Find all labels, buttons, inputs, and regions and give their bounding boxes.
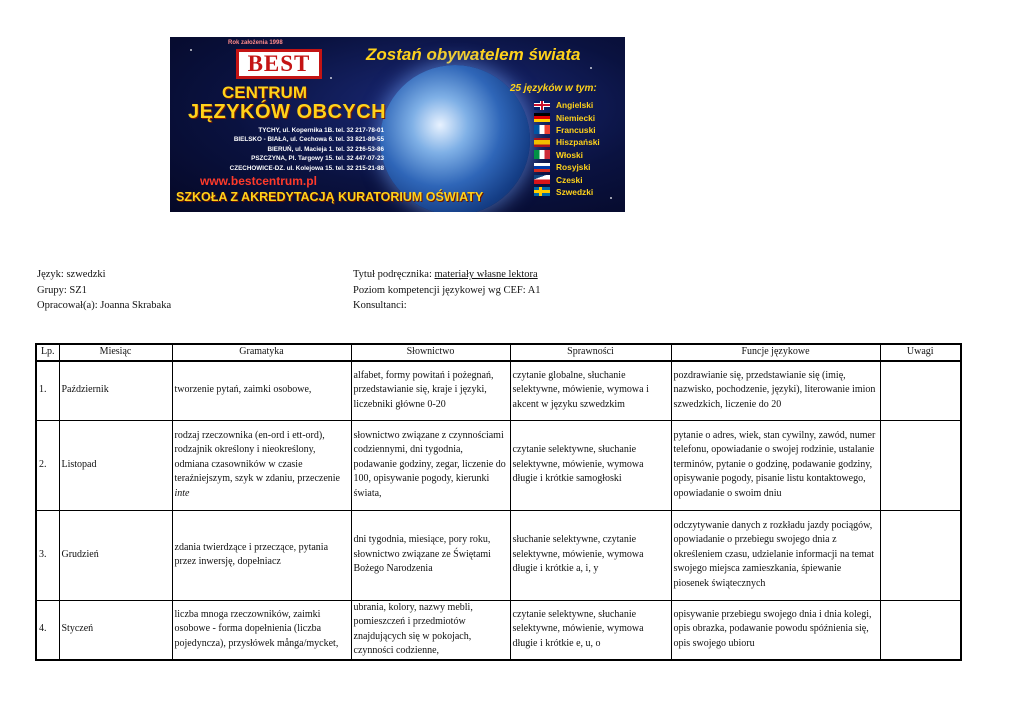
grammar-text: rodzaj rzeczownika (en-ord i ett-ord), rodzajnik określony i nieokreślony, odmiana czasowników w czasie teraźniejszym, szyk w zdaniu, przeczenie bbox=[174, 429, 340, 485]
cell-month: Grudzień bbox=[59, 510, 172, 600]
language-name: Czeski bbox=[556, 174, 583, 185]
languages-list bbox=[534, 99, 600, 198]
language-item bbox=[534, 149, 600, 161]
language-item bbox=[534, 136, 600, 148]
cell-notes bbox=[880, 420, 961, 510]
language-name: Francuski bbox=[556, 124, 596, 135]
author-line bbox=[37, 298, 171, 314]
banner-address: TYCHY, ul. Kopernika 1B. tel. 32 217-78-01 bbox=[258, 127, 384, 134]
cell-vocabulary: słownictwo związane z czynnościami codziennymi, dni tygodnia, podawanie godziny, zegar, liczenie do 100, opisywanie pogody, kierunki świata, bbox=[351, 420, 510, 510]
header-functions: Funcje językowe bbox=[671, 344, 880, 361]
language-name: Niemiecki bbox=[556, 112, 596, 123]
textbook-line bbox=[353, 267, 541, 283]
table-header-row bbox=[36, 344, 961, 361]
cell-skills: słuchanie selektywne, czytanie selektywne, mówienie, wymowa długie i krótkie a, i, y bbox=[510, 510, 671, 600]
cell-notes bbox=[880, 600, 961, 660]
groups-label: Grupy: bbox=[37, 284, 67, 296]
header-notes: Uwagi bbox=[880, 344, 961, 361]
cell-grammar: tworzenie pytań, zaimki osobowe, bbox=[172, 361, 351, 421]
course-info-left bbox=[37, 267, 171, 314]
language-item bbox=[534, 124, 600, 136]
header-skills: Sprawności bbox=[510, 344, 671, 361]
header-vocabulary: Słownictwo bbox=[351, 344, 510, 361]
language-name: Hiszpański bbox=[556, 137, 600, 148]
language-line bbox=[37, 267, 171, 283]
language-item bbox=[534, 173, 600, 185]
textbook-value: materiały własne lektora bbox=[434, 269, 538, 280]
banner-founded-text: Rok założenia 1998 bbox=[228, 40, 283, 46]
language-item bbox=[534, 186, 600, 198]
header-month: Miesiąc bbox=[59, 344, 172, 361]
banner-address: BIERUŃ, ul. Macieja 1. tel. 32 216-53-86 bbox=[267, 145, 384, 153]
textbook-label: Tytuł podręcznika: bbox=[353, 269, 432, 280]
banner-accreditation: SZKOŁA Z AKREDYTACJĄ KURATORIUM OŚWIATY bbox=[176, 190, 484, 204]
banner-address: PSZCZYNA, Pl. Targowy 15. tel. 32 447-07-23 bbox=[251, 155, 384, 163]
language-name: Rosyjski bbox=[556, 162, 591, 173]
language-label: Język: bbox=[37, 269, 64, 280]
table-row bbox=[36, 600, 961, 660]
banner-title-line1: CENTRUM bbox=[222, 83, 307, 102]
cell-grammar bbox=[172, 420, 351, 510]
language-item bbox=[534, 161, 600, 173]
cell-month: Styczeń bbox=[59, 600, 172, 660]
cz-flag-icon bbox=[534, 175, 550, 184]
banner-website: www.bestcentrum.pl bbox=[200, 174, 317, 188]
banner-slogan: Zostań obywatelem świata bbox=[366, 45, 581, 64]
cell-notes bbox=[880, 510, 961, 600]
curriculum-table bbox=[35, 343, 962, 661]
uk-flag-icon bbox=[534, 101, 550, 110]
grammar-emphasis: inte bbox=[174, 487, 190, 499]
cell-grammar: liczba mnoga rzeczowników, zaimki osobowe - forma dopełnienia (liczba pojedyncza), przysłówek många/mycket, bbox=[172, 600, 351, 660]
header-lp: Lp. bbox=[36, 344, 59, 361]
cell-notes bbox=[880, 361, 961, 421]
banner-addresses bbox=[174, 126, 384, 173]
it-flag-icon bbox=[534, 150, 550, 159]
cell-functions: odczytywanie danych z rozkładu jazdy pociągów, opowiadanie o przebiegu swojego dnia z określeniem czasu, udzielanie informacji na temat swojego miejsca zamieszkania, śpiewanie piosenek świątecznych bbox=[671, 510, 880, 600]
es-flag-icon bbox=[534, 138, 550, 147]
cell-skills: czytanie selektywne, słuchanie selektywne, mówienie, wymowa długie i krótkie e, u, o bbox=[510, 600, 671, 660]
groups-value: SZ1 bbox=[69, 284, 87, 296]
header-grammar: Gramatyka bbox=[172, 344, 351, 361]
ru-flag-icon bbox=[534, 163, 550, 172]
language-name: Angielski bbox=[556, 100, 594, 111]
language-item bbox=[534, 99, 600, 111]
cell-month: Listopad bbox=[59, 420, 172, 510]
consultants-label: Konsultanci: bbox=[353, 300, 407, 311]
cell-vocabulary: dni tygodnia, miesiące, pory roku, słownictwo związane ze Świętami Bożego Narodzenia bbox=[351, 510, 510, 600]
banner-address: CZECHOWICE-DZ. ul. Kolejowa 15. tel. 32 215-21-88 bbox=[229, 164, 384, 172]
cef-value: A1 bbox=[527, 284, 541, 296]
fr-flag-icon bbox=[534, 125, 550, 134]
cell-grammar: zdania twierdzące i przeczące, pytania przez inwersję, dopełniacz bbox=[172, 510, 351, 600]
cell-lp: 2. bbox=[36, 420, 59, 510]
table-row bbox=[36, 510, 961, 600]
cell-vocabulary: alfabet, formy powitań i pożegnań, przedstawianie się, kraje i języki, liczebniki główne 0-20 bbox=[351, 361, 510, 421]
author-label: Opracował(a): bbox=[37, 300, 98, 311]
languages-title: 25 języków w tym: bbox=[510, 83, 597, 94]
cell-functions: pytanie o adres, wiek, stan cywilny, zawód, numer telefonu, opowiadanie o swojej rodzinie, ustalanie terminów, pytanie o godzinę, podawanie godziny, opisywanie pogody, pisanie listu kontaktowego, opowiadanie o swoim dniu bbox=[671, 420, 880, 510]
cell-lp: 4. bbox=[36, 600, 59, 660]
se-flag-icon bbox=[534, 187, 550, 196]
cef-line bbox=[353, 283, 541, 299]
de-flag-icon bbox=[534, 113, 550, 122]
consultants-line bbox=[353, 298, 541, 314]
course-info-right bbox=[353, 267, 541, 314]
cell-skills: czytanie selektywne, słuchanie selektywne, mówienie, wymowa długie i krótkie samogłoski bbox=[510, 420, 671, 510]
best-logo: BEST bbox=[236, 49, 322, 79]
author-value: Joanna Skrabaka bbox=[100, 300, 172, 311]
table-row bbox=[36, 361, 961, 421]
table-row bbox=[36, 420, 961, 510]
language-item bbox=[534, 111, 600, 123]
cell-lp: 3. bbox=[36, 510, 59, 600]
cell-functions: opisywanie przebiegu swojego dnia i dnia kolegi, opis obrazka, podawanie powodu spóźnienia się, opis swojego ubioru bbox=[671, 600, 880, 660]
language-value: szwedzki bbox=[66, 269, 106, 280]
groups-line bbox=[37, 283, 171, 299]
cell-vocabulary: ubrania, kolory, nazwy mebli, pomieszczeń i przedmiotów znajdujących się w pokojach, czynności codzienne, bbox=[351, 600, 510, 660]
cell-skills: czytanie globalne, słuchanie selektywne, mówienie, wymowa i akcent w języku szwedzkim bbox=[510, 361, 671, 421]
cell-functions: pozdrawianie się, przedstawianie się (imię, nazwisko, pochodzenie, języki), literowanie imion szwedzkich, liczenie do 20 bbox=[671, 361, 880, 421]
banner-title-line2: JĘZYKÓW OBCYCH bbox=[188, 101, 387, 123]
cef-label: Poziom kompetencji językowej wg CEF: bbox=[353, 284, 526, 296]
school-banner bbox=[170, 37, 625, 212]
language-name: Szwedzki bbox=[556, 186, 594, 197]
cell-lp: 1. bbox=[36, 361, 59, 421]
language-name: Włoski bbox=[556, 149, 583, 160]
banner-address: BIELSKO - BIAŁA, ul. Cechowa 6. tel. 33 821-89-55 bbox=[233, 136, 384, 144]
cell-month: Październik bbox=[59, 361, 172, 421]
